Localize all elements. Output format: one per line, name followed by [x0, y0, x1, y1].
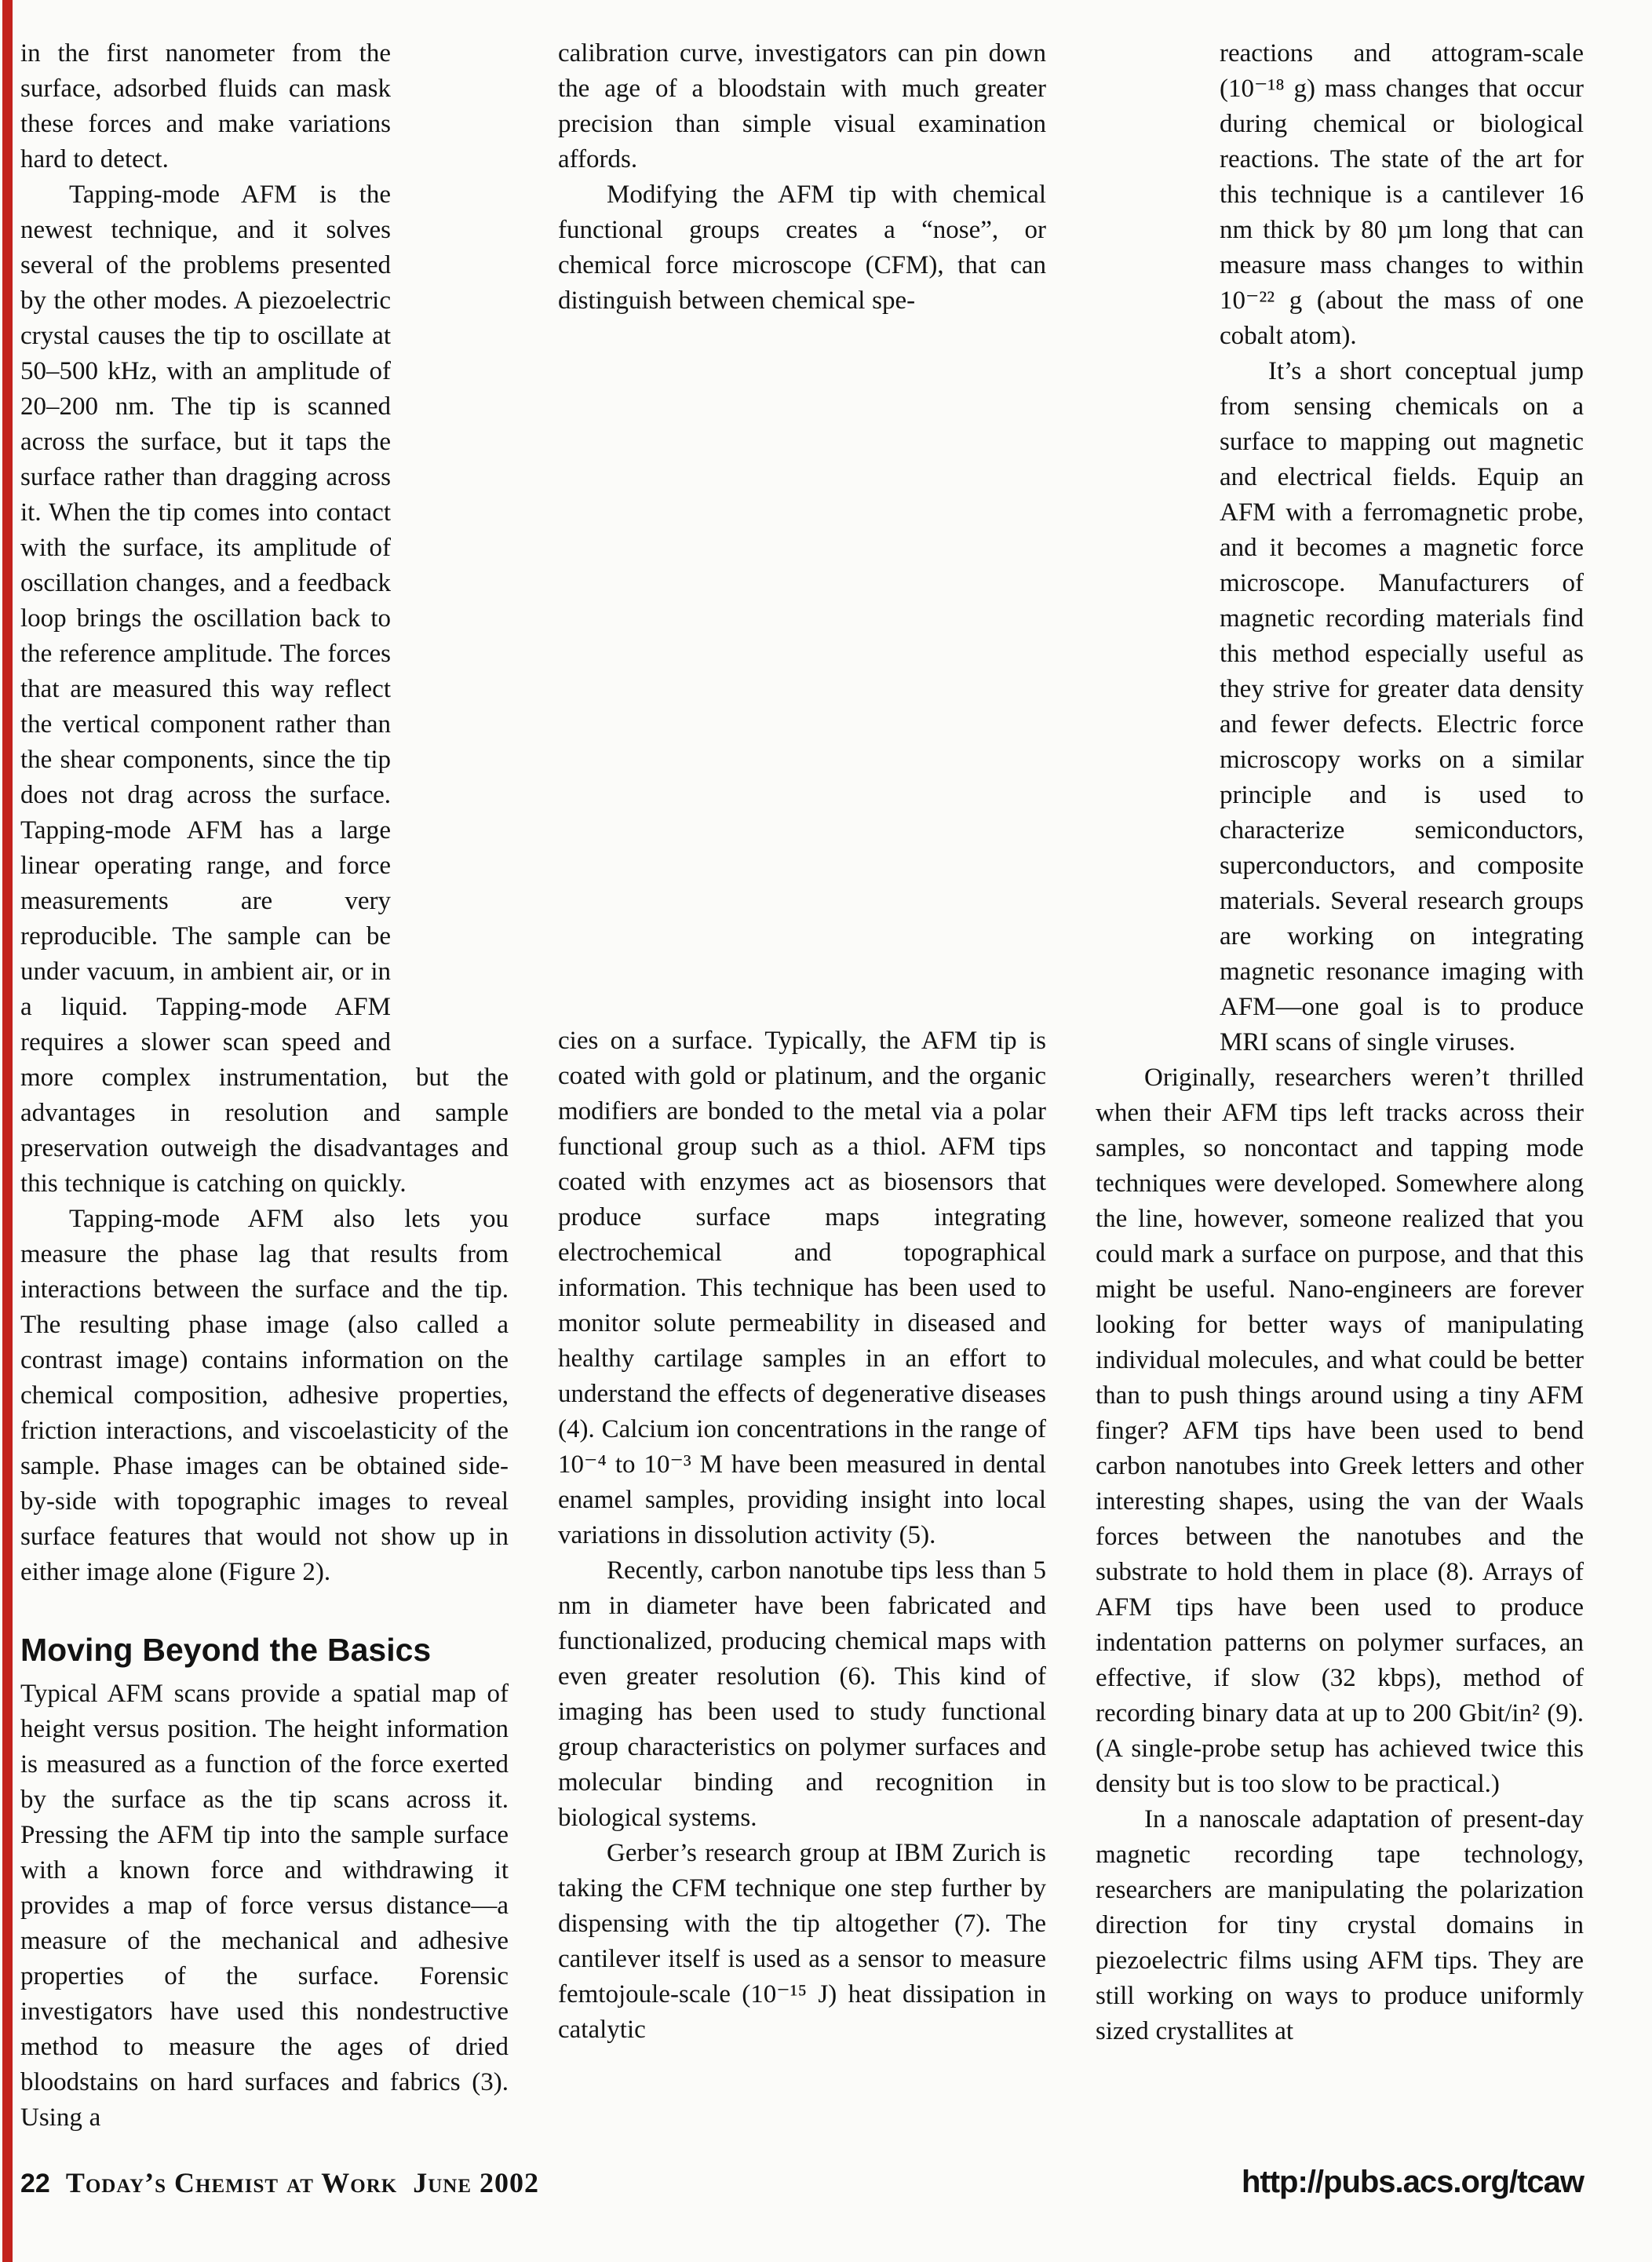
- figure2-cutout-right: [391, 323, 509, 1029]
- col1-paragraph-4: Typical AFM scans provide a spatial map of height versus position. The height information is measured as a function of the force exerted by the surface as the tip scans across it. Pressing the AFM tip into the sample surface with a known force and withdrawing it provides a map of force versus distance—a measure of the mechanical and adhesive properties of the surface. Forensic investigators have used this nondestructive method to measure the ages of dried bloodstains on hard surfaces and fabrics (3). Using a: [20, 1680, 509, 2132]
- figure2-cutout-left: [1096, 323, 1220, 1029]
- column-1: [20, 36, 509, 2136]
- footer-left: [20, 2166, 539, 2199]
- col2-paragraph-1: calibration curve, investigators can pin down the age of a bloodstain with much greater precision than simple visual examination affords.: [558, 39, 1046, 173]
- footer-issue-date: June 2002: [413, 2167, 540, 2198]
- footer-page-number: 22: [20, 2169, 50, 2198]
- col3-paragraph-2: It’s a short conceptual jump from sensing chemicals on a surface to mapping out magnetic and electrical fields. Equip an AFM with a ferromagnetic probe, and it becomes a magnetic force microscope. Manufacturers of magnetic recording materials find this method especially useful as they strive for greater data density and fewer defects. Electric force microscopy works on a similar principle and is used to characterize semiconductors, superconductors, and composite materials. Several research groups are working on integrating magnetic resonance imaging with AFM—one goal is to produce MRI scans of single viruses.: [1220, 357, 1584, 1056]
- col3-paragraph-3: Originally, researchers weren’t thrilled when their AFM tips left tracks across their samples, so noncontact and tapping mode techniques were developed. Somewhere along the line, however, someone realized that you could mark a surface on purpose, and that this might be useful. Nano-engineers are forever looking for better ways of manipulating individual molecules, and what could be better than to push things around using a tiny AFM finger? AFM tips have been used to bend carbon nanotubes into Greek letters and other interesting shapes, using the van der Waals forces between the nanotubes and the substrate to hold them in place (8). Arrays of AFM tips have been used to produce indentation patterns on polymer surfaces, an effective, if slow (32 kbps), method of recording binary data at up to 200 Gbit/in² (9). (A single-probe setup has achieved twice this density but is too slow to be practical.): [1096, 1064, 1584, 1798]
- page-edge-red-strip: [2, 0, 13, 2262]
- column-2: [558, 36, 1046, 2048]
- col2-paragraph-3: Recently, carbon nanotube tips less than 5 nm in diameter have been fabricated and functionalized, producing chemical maps with even greater resolution (6). This kind of imaging has been used to study functional group characteristics on polymer surfaces and molecular binding and recognition in biological systems.: [558, 1556, 1046, 1832]
- page-footer: [20, 2165, 1584, 2200]
- col3-paragraph-4: In a nanoscale adaptation of present-day magnetic recording tape technology, researchers are manipulating the polarization direction for tiny crystal domains in piezoelectric films using AFM tips. They are still working on ways to produce uniformly sized crystallites at: [1096, 1805, 1584, 2045]
- col1-paragraph-2: Tapping-mode AFM is the newest technique, and it solves several of the problems presented by the other modes. A piezoelectric crystal causes the tip to oscillate at 50–500 kHz, with an amplitude of 20–200 nm. The tip is scanned across the surface, but it taps the surface rather than dragging across it. When the tip comes into contact with the surface, its amplitude of oscillation changes, and a feedback loop brings the oscillation back to the reference amplitude. The forces that are measured this way reflect the vertical component rather than the shear components, since the tip does not drag across the surface. Tapping-mode AFM has a large linear operating range, and force measurements are very reproducible. The sample can be under vacuum, in ambient air, or in a liquid. Tapping-mode AFM requires a slower scan speed and more complex instrumentation, but the advantages in resolution and sample preservation outweigh the disadvantages and this technique is catching on quickly.: [20, 181, 509, 1198]
- figure2-placeholder: [558, 319, 1046, 1023]
- col2-paragraph-4: Gerber’s research group at IBM Zurich is taking the CFM technique one step further by dispensing with the tip altogether (7). The cantilever itself is used as a sensor to measure femtojoule-scale (10⁻¹⁵ J) heat dissipation in catalytic: [558, 1839, 1046, 2044]
- col2-paragraph-2-start: Modifying the AFM tip with chemical functional groups creates a “nose”, or chemical force microscope (CFM), that can distinguish between chemical spe-: [558, 181, 1046, 315]
- footer-magazine-name: Today’s Chemist at Work: [65, 2167, 398, 2198]
- footer-url: http://pubs.acs.org/tcaw: [1241, 2165, 1584, 2199]
- col1-paragraph-1: in the first nanometer from the surface, adsorbed fluids can mask these forces and make variations hard to detect.: [20, 39, 391, 173]
- section-heading: Moving Beyond the Basics: [20, 1632, 432, 1668]
- col1-paragraph-3: Tapping-mode AFM also lets you measure the phase lag that results from interactions between the surface and the tip. The resulting phase image (also called a contrast image) contains information on the chemical composition, adhesive properties, friction interactions, and viscoelasticity of the sample. Phase images can be obtained side-by-side with topographic images to reveal surface features that would not show up in either image alone (Figure 2).: [20, 1205, 509, 1586]
- col2-paragraph-2-end: cies on a surface. Typically, the AFM tip is coated with gold or platinum, and the organic modifiers are bonded to the metal via a polar functional group such as a thiol. AFM tips coated with enzymes act as biosensors that produce surface maps integrating electrochemical and topographical information. This technique has been used to monitor solute permeability in diseased and healthy cartilage samples in an effort to understand the effects of degenerative diseases (4). Calcium ion concentrations in the range of 10⁻⁴ to 10⁻³ M have been measured in dental enamel samples, providing insight into local variations in dissolution activity (5).: [558, 1027, 1046, 1549]
- column-3: [1096, 36, 1584, 2049]
- col3-paragraph-1: reactions and attogram-scale (10⁻¹⁸ g) mass changes that occur during chemical or biological reactions. The state of the art for this technique is a cantilever 16 nm thick by 80 µm long that can measure mass changes to within 10⁻²² g (about the mass of one cobalt atom).: [1220, 39, 1584, 350]
